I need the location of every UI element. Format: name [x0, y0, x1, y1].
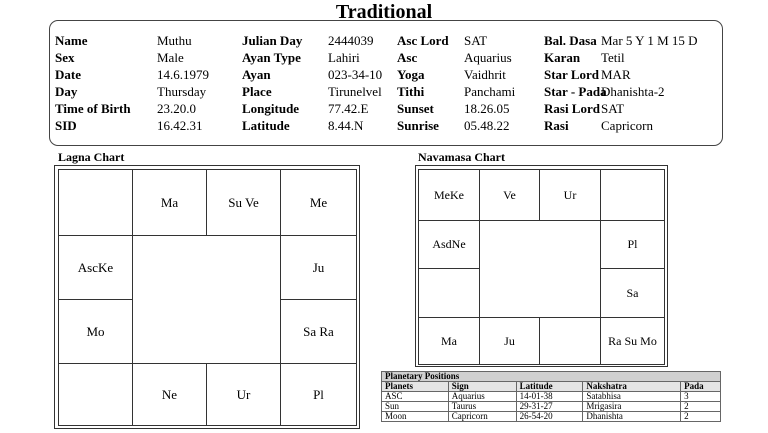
info-value: Capricorn	[601, 118, 653, 133]
navamasa-house-2: Ve	[479, 169, 540, 221]
table-cell: ASC	[382, 392, 449, 402]
info-value: 2444039	[328, 33, 374, 48]
info-label: Sunrise	[397, 118, 439, 133]
info-label: Julian Day	[242, 33, 303, 48]
table-cell: 14-01-38	[516, 392, 583, 402]
info-label: Tithi	[397, 84, 425, 99]
info-label: Asc	[397, 50, 418, 65]
navamasa-house-11	[418, 268, 480, 318]
lagna-house-11: Mo	[58, 299, 133, 364]
info-value: Tetil	[601, 50, 625, 65]
info-label: Sex	[55, 50, 75, 65]
table-row	[382, 402, 721, 412]
table-cell: 2	[681, 402, 721, 412]
info-label: Ayan	[242, 67, 271, 82]
table-cell: Mrigasira	[583, 402, 681, 412]
info-value: 05.48.22	[464, 118, 510, 133]
info-value: SAT	[464, 33, 488, 48]
info-label: Karan	[544, 50, 581, 65]
planetary-positions-table	[381, 371, 721, 422]
table-row	[382, 412, 721, 422]
info-value: 77.42.E	[328, 101, 369, 116]
lagna-house-2: Ma	[132, 169, 207, 236]
column-header: Nakshatra	[583, 382, 681, 392]
info-value: 8.44.N	[328, 118, 364, 133]
info-label: Latitude	[242, 118, 290, 133]
lagna-house-5: Ju	[280, 235, 357, 300]
info-label: Rasi	[544, 118, 569, 133]
lagna-house-9: Ne	[132, 363, 207, 426]
table-cell: 29-31-27	[516, 402, 583, 412]
lagna-house-3: Su Ve	[206, 169, 281, 236]
navamasa-house-9: Ju	[479, 317, 540, 365]
table-cell: Aquarius	[448, 392, 516, 402]
info-label: Rasi Lord	[544, 101, 600, 116]
info-value: SAT	[601, 101, 625, 116]
planetary-positions-caption: Planetary Positions	[382, 372, 721, 382]
info-value: 14.6.1979	[157, 67, 209, 82]
info-label: Date	[55, 67, 81, 82]
info-value: Aquarius	[464, 50, 512, 65]
navamasa-house-8	[539, 317, 601, 365]
navamasa-house-6: Sa	[600, 268, 665, 318]
lagna-house-8: Ur	[206, 363, 281, 426]
page-title: Traditional	[335, 1, 433, 23]
info-label: Name	[55, 33, 88, 48]
table-cell: Satabhisa	[583, 392, 681, 402]
lagna-house-4: Me	[280, 169, 357, 236]
column-header: Latitude	[516, 382, 583, 392]
info-label: Day	[55, 84, 78, 99]
info-value: Panchami	[464, 84, 516, 99]
navamasa-house-7: Ra Su Mo	[600, 317, 665, 365]
info-value: 18.26.05	[464, 101, 510, 116]
info-label: Star - Pada	[544, 84, 607, 99]
lagna-chart-title: Lagna Chart	[58, 150, 125, 164]
navamasa-chart-title: Navamasa Chart	[418, 150, 505, 164]
table-cell: Capricorn	[448, 412, 516, 422]
info-value: Muthu	[157, 33, 192, 48]
info-value: 023-34-10	[328, 67, 383, 82]
table-cell: Dhanishta	[583, 412, 681, 422]
info-label: Yoga	[397, 67, 425, 82]
info-value: Tirunelvel	[328, 84, 382, 99]
lagna-house-6: Sa Ra	[280, 299, 357, 364]
info-value: MAR	[601, 67, 631, 82]
lagna-house-12: AscKe	[58, 235, 133, 300]
info-label: Longitude	[242, 101, 300, 116]
info-value: Thursday	[157, 84, 207, 99]
info-label: Place	[242, 84, 272, 99]
navamasa-house-12: AsdNe	[418, 220, 480, 269]
column-header: Pada	[681, 382, 721, 392]
info-value: Dhanishta-2	[601, 84, 665, 99]
lagna-house-7: Pl	[280, 363, 357, 426]
table-cell: 2	[681, 412, 721, 422]
navamasa-house-4	[600, 169, 665, 221]
table-cell: Sun	[382, 402, 449, 412]
lagna-house-10	[58, 363, 133, 426]
table-cell: Moon	[382, 412, 449, 422]
navamasa-house-5: Pl	[600, 220, 665, 269]
info-label: Sunset	[397, 101, 434, 116]
info-label: SID	[55, 118, 77, 133]
navamasa-house-10: Ma	[418, 317, 480, 365]
column-header: Sign	[448, 382, 516, 392]
navamasa-house-1: MeKe	[418, 169, 480, 221]
info-label: Star Lord	[544, 67, 600, 82]
info-value: Vaidhrit	[464, 67, 506, 82]
info-label: Bal. Dasa	[544, 33, 597, 48]
info-value: Male	[157, 50, 184, 65]
table-cell: Taurus	[448, 402, 516, 412]
navamasa-house-3: Ur	[539, 169, 601, 221]
info-value: Mar 5 Y 1 M 15 D	[601, 33, 698, 48]
info-value: 23.20.0	[157, 101, 196, 116]
info-value: Lahiri	[328, 50, 360, 65]
column-header: Planets	[382, 382, 449, 392]
info-label: Asc Lord	[397, 33, 449, 48]
table-cell: 3	[681, 392, 721, 402]
info-label: Ayan Type	[242, 50, 301, 65]
lagna-house-1	[58, 169, 133, 236]
info-value: 16.42.31	[157, 118, 203, 133]
table-cell: 26-54-20	[516, 412, 583, 422]
table-row	[382, 392, 721, 402]
info-label: Time of Birth	[55, 101, 131, 116]
